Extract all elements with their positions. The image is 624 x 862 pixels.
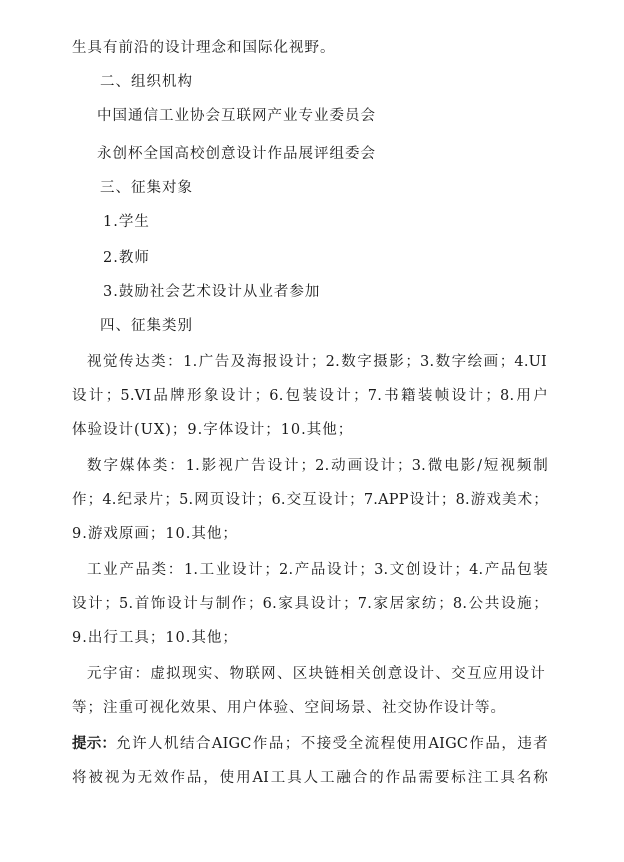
category-industrial-line-2: 设计；5.首饰设计与制作；6.家具设计；7.家居家纺；8.公共设施； bbox=[72, 596, 548, 612]
target-item-1: 1.学生 bbox=[103, 214, 150, 230]
category-metaverse-line-2: 等；注重可视化效果、用户体验、空间场景、社交协作设计等。 bbox=[72, 700, 506, 716]
category-visual-line-2: 设计；5.VI品牌形象设计；6.包装设计；7.书籍装帧设计；8.用户 bbox=[72, 388, 548, 404]
category-digital-line-3: 9.游戏原画；10.其他； bbox=[72, 526, 238, 542]
section-heading-organization: 二、组织机构 bbox=[100, 74, 193, 90]
notice-line-1 bbox=[72, 734, 548, 754]
category-visual-line-3: 体验设计(UX)；9.字体设计；10.其他； bbox=[72, 422, 354, 438]
intro-line: 生具有前沿的设计理念和国际化视野。 bbox=[72, 40, 336, 56]
section-heading-targets: 三、征集对象 bbox=[100, 180, 193, 196]
target-item-3: 3.鼓励社会艺术设计从业者参加 bbox=[103, 284, 321, 300]
section-heading-categories: 四、征集类别 bbox=[100, 318, 193, 334]
category-visual-line-1: 视觉传达类：1.广告及海报设计；2.数字摄影；3.数字绘画；4.UI bbox=[87, 354, 547, 370]
category-digital-line-1: 数字媒体类：1.影视广告设计；2.动画设计；3.微电影/短视频制 bbox=[87, 458, 548, 474]
notice-text-1: 允许人机结合AIGC作品；不接受全流程使用AIGC作品，违者 bbox=[116, 736, 548, 752]
category-industrial-line-1: 工业产品类：1.工业设计；2.产品设计；3.文创设计；4.产品包装 bbox=[87, 562, 548, 578]
organizer-1: 中国通信工业协会互联网产业专业委员会 bbox=[97, 108, 376, 124]
category-industrial-line-3: 9.出行工具；10.其他； bbox=[72, 630, 238, 646]
category-digital-line-2: 作；4.纪录片；5.网页设计；6.交互设计；7.APP设计；8.游戏美术； bbox=[72, 492, 548, 508]
category-metaverse-line-1: 元宇宙：虚拟现实、物联网、区块链相关创意设计、交互应用设计 bbox=[87, 666, 545, 682]
organizer-2: 永创杯全国高校创意设计作品展评组委会 bbox=[97, 146, 376, 162]
notice-line-2: 将被视为无效作品，使用AI工具人工融合的作品需要标注工具名称 bbox=[72, 770, 548, 786]
notice-label: 提示： bbox=[72, 735, 117, 752]
target-item-2: 2.教师 bbox=[103, 250, 150, 266]
